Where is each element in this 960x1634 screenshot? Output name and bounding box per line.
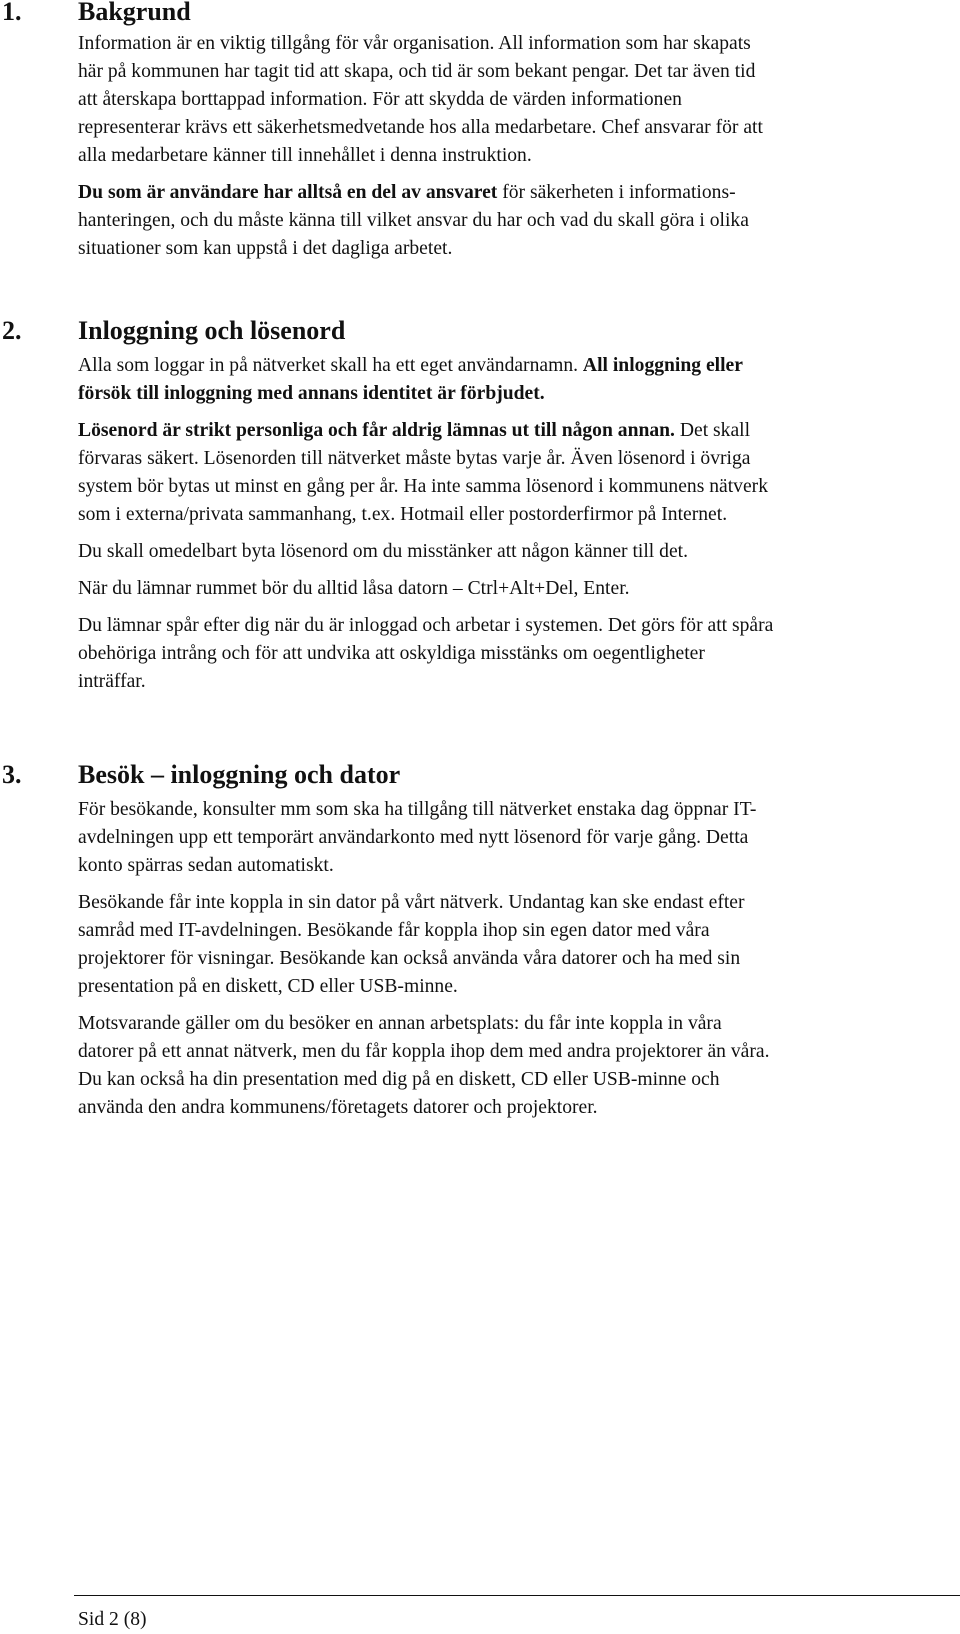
text-line [78, 58, 954, 86]
section-title: Bakgrund [78, 0, 191, 26]
paragraph [78, 179, 954, 263]
text-line [78, 538, 954, 566]
text-line [78, 380, 954, 408]
paragraph [78, 417, 954, 529]
text-line [78, 612, 954, 640]
section-title: Besök – inloggning och dator [78, 760, 401, 789]
text-line [78, 86, 954, 114]
text-line [78, 973, 954, 1001]
section-2 [0, 316, 960, 696]
text-line [78, 445, 954, 473]
text-line [78, 352, 954, 380]
text-line [78, 501, 954, 529]
text-run: För besökande, konsulter mm som ska ha tillgång till nätverket enstaka dag öppnar IT- [78, 799, 757, 820]
text-run: Alla som loggar in på nätverket skall ha ett eget användarnamn. [78, 355, 583, 376]
text-run: för säkerheten i informations- [497, 182, 736, 203]
paragraph [78, 796, 954, 880]
text-run: använda den andra kommunens/företagets datorer och projektorer. [78, 1097, 598, 1118]
section-body [0, 30, 960, 263]
text-run: Du kan också ha din presentation med dig på en diskett, CD eller USB-minne och [78, 1069, 720, 1090]
text-line [78, 640, 954, 668]
bold-text-run: All inloggning eller [582, 355, 743, 376]
text-run: Information är en viktig tillgång för vår organisation. All information som har skapats [78, 33, 751, 54]
text-run: avdelningen upp ett temporärt användarkonto med nytt lösenord för varje gång. Detta [78, 827, 749, 848]
paragraph [78, 352, 954, 408]
bold-text-run: Du som är användare har alltså en del av ansvaret [78, 182, 498, 203]
text-line [78, 824, 954, 852]
text-line [78, 917, 954, 945]
text-line [78, 235, 954, 263]
bold-text-run: försök till inloggning med annans identitet är förbjudet. [78, 383, 545, 404]
text-line [78, 179, 954, 207]
text-run: Det skall [674, 420, 751, 441]
text-run: Motsvarande gäller om du besöker en annan arbetsplats: du får inte koppla in våra [78, 1013, 722, 1034]
text-line [78, 889, 954, 917]
paragraph [78, 538, 954, 566]
paragraph [78, 1010, 954, 1122]
paragraph [78, 889, 954, 1001]
text-line [78, 945, 954, 973]
text-line [78, 1010, 954, 1038]
section-number: 2. [2, 316, 22, 345]
text-run: samråd med IT-avdelningen. Besökande får koppla ihop sin egen dator med våra [78, 920, 710, 941]
section-number: 3. [2, 760, 22, 789]
text-line [78, 575, 954, 603]
text-run: här på kommunen har tagit tid att skapa, och tid är som bekant pengar. Det tar även tid [78, 61, 756, 82]
text-run: system bör bytas ut minst en gång per år. Ha inte samma lösenord i kommunens nätverk [78, 476, 769, 497]
section-body [0, 352, 960, 696]
paragraph [78, 612, 954, 696]
text-run: datorer på ett annat nätverk, men du får koppla ihop dem med andra projektorer än våra. [78, 1041, 770, 1062]
text-line [78, 30, 954, 58]
text-line [78, 796, 954, 824]
section-number: 1. [2, 0, 22, 26]
section-heading [0, 760, 960, 790]
section-body [0, 796, 960, 1122]
paragraph [78, 30, 954, 170]
page-number: Sid 2 (8) [78, 1609, 147, 1630]
text-run: Du skall omedelbart byta lösenord om du misstänker att någon känner till det. [78, 541, 688, 562]
text-run: alla medarbetare känner till innehållet i denna instruktion. [78, 145, 532, 166]
text-run: att återskapa borttappad information. För att skydda de värden informationen [78, 89, 682, 110]
text-run: som i externa/privata sammanhang, t.ex. Hotmail eller postorderfirmor på Internet. [78, 504, 728, 525]
section-heading [0, 316, 960, 346]
text-line [78, 668, 954, 696]
text-line [78, 1094, 954, 1122]
text-run: Du lämnar spår efter dig när du är inloggad och arbetar i systemen. Det görs för att spåra [78, 615, 774, 636]
section-heading [0, 0, 960, 27]
text-line [78, 417, 954, 445]
text-line [78, 114, 954, 142]
text-line [78, 142, 954, 170]
section-title: Inloggning och lösenord [78, 316, 346, 345]
footer-rule [74, 1595, 960, 1596]
text-run: När du lämnar rummet bör du alltid låsa datorn – Ctrl+Alt+Del, Enter. [78, 578, 630, 599]
paragraph [78, 575, 954, 603]
text-run: inträffar. [78, 671, 146, 692]
text-run: representerar krävs ett säkerhetsmedvetande hos alla medarbetare. Chef ansvarar för att [78, 117, 763, 138]
text-run: konto spärras sedan automatiskt. [78, 855, 334, 876]
section-3 [0, 760, 960, 1122]
text-line [78, 473, 954, 501]
text-line [78, 207, 954, 235]
bold-text-run: Lösenord är strikt personliga och får aldrig lämnas ut till någon annan. [78, 420, 675, 441]
text-run: hanteringen, och du måste känna till vilket ansvar du har och vad du skall göra i olika [78, 210, 749, 231]
text-run: presentation på en diskett, CD eller USB-minne. [78, 976, 458, 997]
text-line [78, 1066, 954, 1094]
text-run: projektorer för visningar. Besökande kan också använda våra datorer och ha med sin [78, 948, 741, 969]
text-run: situationer som kan uppstå i det dagliga arbetet. [78, 238, 453, 259]
text-line [78, 1038, 954, 1066]
text-run: Besökande får inte koppla in sin dator på vårt nätverk. Undantag kan ske endast efter [78, 892, 745, 913]
section-1 [0, 0, 960, 263]
text-run: obehöriga intrång och för att undvika att oskyldiga misstänks om oegentligheter [78, 643, 705, 664]
text-run: förvaras säkert. Lösenorden till nätverket måste bytas varje år. Även lösenord i övriga [78, 448, 751, 469]
text-line [78, 852, 954, 880]
